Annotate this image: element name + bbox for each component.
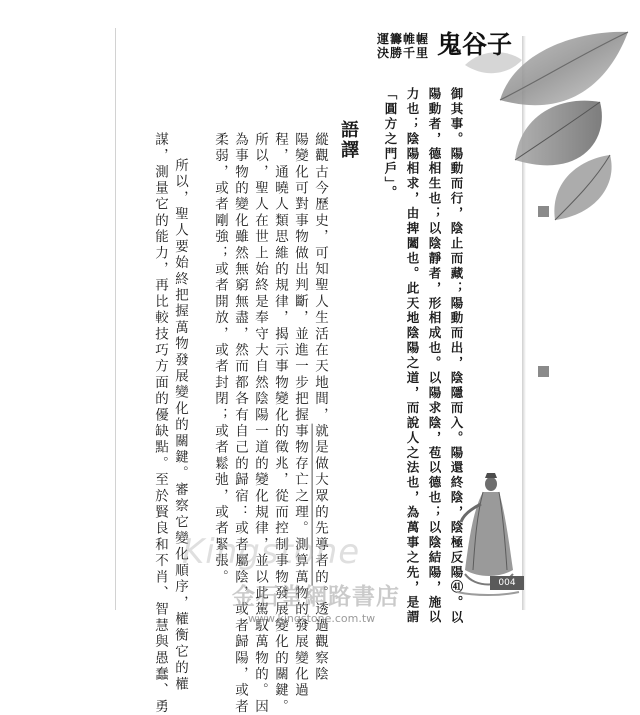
translation-column-5: 為事物的變化雖然無窮無盡，然而都各有自己的歸宿：或者屬陰，或者歸陽，或者: [232, 132, 248, 715]
underlined-phrase: 就是做大眾的先導者的: [312, 423, 328, 586]
footnote-marker: ㊶: [449, 580, 464, 596]
classic-text-column-3: 力也；陰陽相求，由捭闔也。此天地陰陽之道，而說人之法也，為萬事之先，是謂: [405, 87, 420, 626]
translation-column-9: 謀，測量它的能力，再比較技巧方面的優缺點。至於賢良和不肖、智慧與愚蠢、勇: [152, 132, 168, 715]
translation-column-4: 所以，聖人在世上始終是奉守大自然陰陽一道的變化規律，並以此駕馭萬物的。因: [252, 132, 268, 715]
page-number: 004: [490, 576, 524, 590]
classic-text-segment: 御其事。陽動而行，陰止而藏；陽動而出，陰隱而入。陽還終陰，陰極反陽: [449, 87, 464, 581]
translation-column-3: 程，通曉人類思維的規律，揭示事物變化的徵兆，從而控制事物發展變化的關鍵。: [272, 132, 288, 715]
page-header: [367, 30, 547, 70]
translation-segment: 縱觀古今歷史，可知聖人生活在天地間，: [312, 132, 328, 424]
translation-column-6: 柔弱，或者剛強；或者開放，或者封閉；或者鬆弛，或者緊張。: [212, 132, 228, 586]
translation-column-2: 陽變化可對事物做出判斷，並進一步把握事物存亡之理。測算萬物的發展變化過: [292, 132, 308, 699]
translation-segment: 。透過觀察陰: [312, 585, 328, 683]
side-marker-square: [538, 206, 549, 217]
watermark-store-name: 金石堂網路書店: [232, 583, 400, 610]
header-motto: [377, 32, 429, 60]
motto-line-2: 決勝千里: [377, 46, 430, 60]
motto-line-1: 運籌帷幄: [377, 32, 430, 46]
side-marker-square: [538, 366, 549, 377]
classic-text-column-4: 「圓方之門戶」。: [383, 87, 398, 201]
translation-column-8: 所以，聖人要始終把握萬物發展變化的關鍵。審察它變化順序，權衡它的權: [172, 158, 188, 693]
watermark-url: www.kingstone.com.tw: [248, 612, 376, 625]
book-title: 鬼谷子: [437, 30, 513, 59]
classic-text-column-2: 陽動者，德相生也；以陰靜者，形相成也。以陽求陰，苞以德也；以陰結陽，施以: [427, 87, 442, 626]
classic-text-segment: 。以: [449, 595, 464, 626]
watermark-brand: Kingstone: [182, 532, 361, 572]
section-heading: 語譯: [338, 120, 359, 160]
